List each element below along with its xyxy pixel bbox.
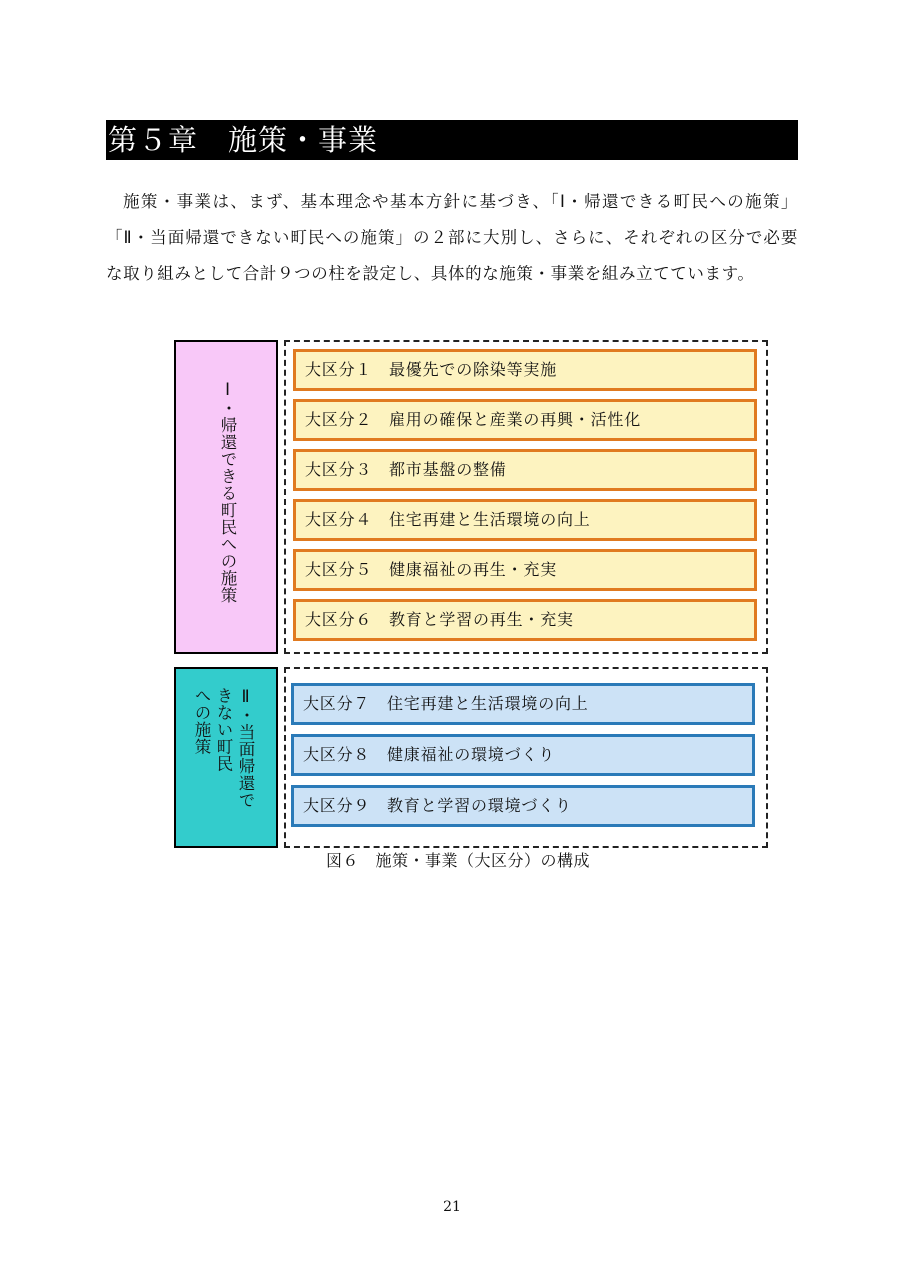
group2-label-line-2: きない町民 <box>214 687 233 772</box>
category-item-3: 大区分３ 都市基盤の整備 <box>293 449 757 491</box>
page-number: 21 <box>443 1199 461 1215</box>
category-item-8: 大区分８ 健康福祉の環境づくり <box>291 734 755 776</box>
group1-label: Ⅰ・帰還できる町民への施策 <box>218 380 237 604</box>
chapter-title: 第５章 施策・事業 <box>106 120 798 160</box>
intro-paragraph: 施策・事業は、まず、基本理念や基本方針に基づき、「Ⅰ・帰還できる町民への施策」「Ⅱ・当面帰還できない町民への施策」の２部に大別し、さらに、それぞれの区分で必要な取り組みとして合計９つの柱を設定し、具体的な施策・事業を組み立てています。 <box>106 192 798 283</box>
group1-label-box <box>174 340 278 654</box>
category-item-6: 大区分６ 教育と学習の再生・充実 <box>293 599 757 641</box>
category-item-2: 大区分２ 雇用の確保と産業の再興・活性化 <box>293 399 757 441</box>
category-item-4: 大区分４ 住宅再建と生活環境の向上 <box>293 499 757 541</box>
category-item-7: 大区分７ 住宅再建と生活環境の向上 <box>291 683 755 725</box>
category-item-5: 大区分５ 健康福祉の再生・充実 <box>293 549 757 591</box>
group2-label-box <box>174 667 278 848</box>
category-item-1: 大区分１ 最優先での除染等実施 <box>293 349 757 391</box>
group2-label-line-3: への施策 <box>192 687 211 755</box>
figure-caption: 図６ 施策・事業（大区分）の構成 <box>326 851 591 870</box>
group2-label-line-1: Ⅱ・当面帰還で <box>236 687 255 809</box>
group2-label <box>190 687 256 809</box>
category-item-9: 大区分９ 教育と学習の環境づくり <box>291 785 755 827</box>
